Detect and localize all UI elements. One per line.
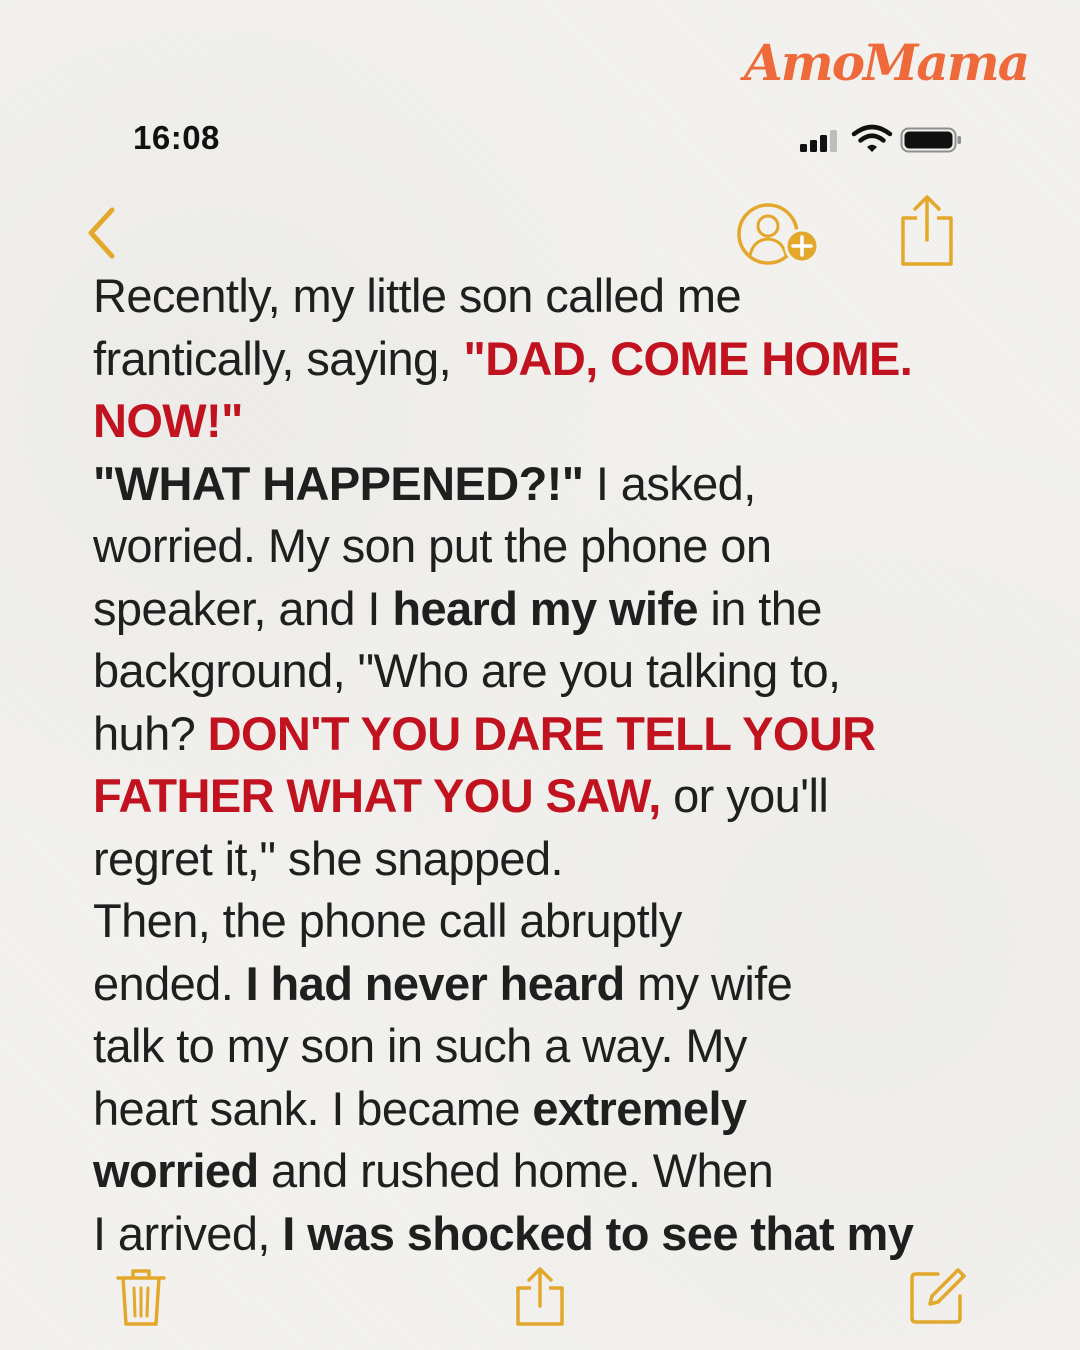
emphasis-bold-text: extremely: [532, 1081, 747, 1135]
signal-bar: [810, 140, 817, 152]
note-line: [93, 1078, 993, 1141]
note-text: my wife: [624, 956, 793, 1010]
note-text: speaker, and I: [93, 581, 393, 635]
signal-bar: [800, 144, 807, 152]
emphasis-bold-text: I had never heard: [245, 956, 625, 1010]
amomama-logo: AmoMama: [744, 33, 1029, 92]
signal-bar: [820, 135, 827, 152]
note-text: ended.: [93, 956, 246, 1010]
add-person-icon[interactable]: [735, 200, 825, 270]
note-text: frantically, saying,: [93, 331, 464, 385]
share-icon[interactable]: [513, 1266, 567, 1328]
note-line: [93, 328, 993, 391]
note-text: Then, the phone call abruptly: [93, 894, 682, 947]
emphasis-bold-text: worried: [93, 1144, 259, 1197]
note-line: [93, 1140, 993, 1203]
note-text: in the: [697, 581, 822, 635]
status-time: 16:08: [133, 119, 220, 156]
emphasis-red-text: DON'T YOU DARE TELL YOUR: [207, 706, 876, 760]
note-line: [93, 1015, 993, 1078]
note-line: [93, 453, 993, 516]
emphasis-red-text: FATHER WHAT YOU SAW,: [93, 769, 661, 822]
note-body[interactable]: [93, 265, 993, 1260]
share-icon[interactable]: [898, 194, 956, 268]
compose-icon[interactable]: [908, 1268, 966, 1326]
signal-bar: [830, 130, 837, 152]
note-line: [93, 1203, 993, 1266]
note-text: talk to my son in such a way. My: [93, 1019, 747, 1072]
note-line: [93, 890, 993, 953]
note-text: heart sank. I became: [93, 1081, 533, 1135]
bottom-toolbar: [0, 1258, 1080, 1338]
chevron-left-icon[interactable]: [82, 205, 122, 261]
battery-full-icon: [900, 127, 962, 153]
note-line: [93, 578, 993, 641]
note-line: [93, 515, 993, 578]
note-text: huh?: [93, 706, 208, 760]
note-line: [93, 640, 993, 703]
emphasis-bold-text: heard my wife: [392, 581, 698, 635]
emphasis-bold-text: "WHAT HAPPENED?!": [93, 456, 584, 510]
note-line: [93, 390, 993, 453]
note-text: I asked,: [583, 456, 756, 510]
note-text: worried. My son put the phone on: [93, 519, 772, 572]
emphasis-red-text: NOW!": [93, 394, 243, 447]
note-line: [93, 265, 993, 328]
note-line: [93, 703, 993, 766]
note-text: Recently, my little son called me: [93, 269, 742, 322]
note-text: or you'll: [660, 769, 829, 822]
wifi-icon: [852, 124, 892, 154]
note-line: [93, 828, 993, 891]
emphasis-bold-text: I was shocked to see that my: [282, 1206, 914, 1260]
emphasis-red-text: "DAD, COME HOME.: [463, 331, 913, 385]
note-line: [93, 765, 993, 828]
note-line: [93, 953, 993, 1016]
note-text: background, "Who are you talking to,: [93, 644, 841, 697]
trash-icon[interactable]: [116, 1266, 166, 1328]
note-text: and rushed home. When: [258, 1144, 774, 1197]
note-text: I arrived,: [93, 1206, 283, 1260]
status-icons: [800, 124, 962, 154]
note-text: regret it," she snapped.: [93, 831, 563, 885]
